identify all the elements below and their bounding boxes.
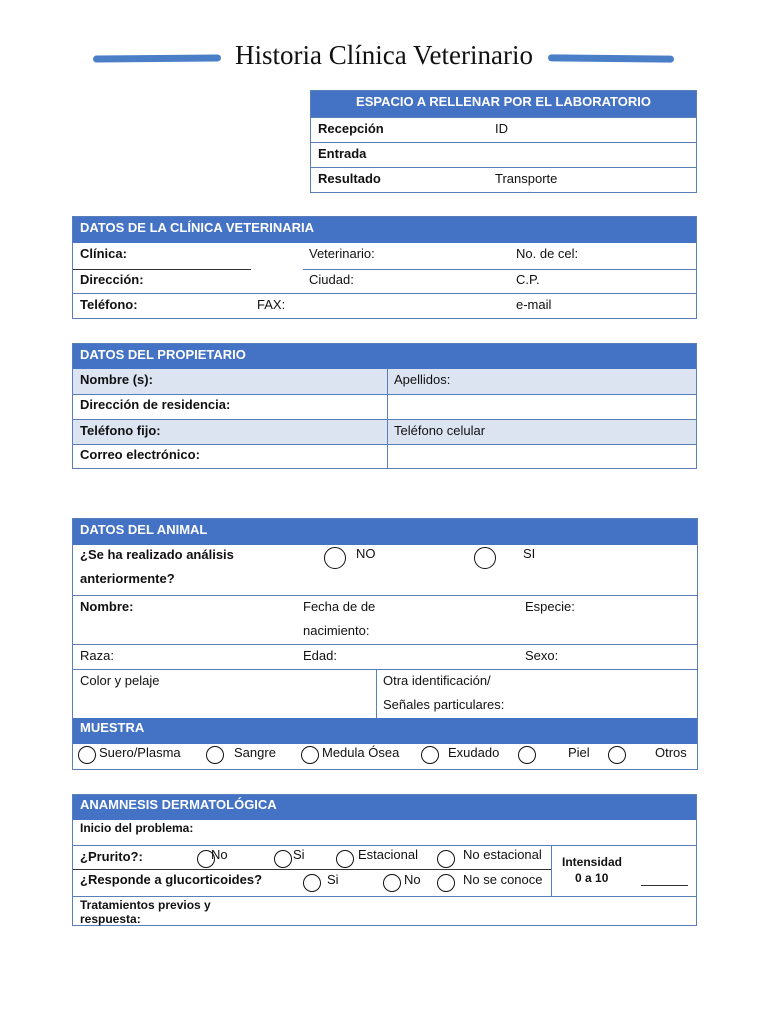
muestra-exudado-label: Exudado bbox=[448, 745, 500, 760]
anamnesis-row-tratamientos bbox=[73, 896, 696, 926]
responde-si-label: Si bbox=[327, 872, 339, 887]
propietario-row-1 bbox=[73, 369, 696, 395]
responde-no-label: No bbox=[404, 872, 421, 887]
propietario-row-4 bbox=[73, 444, 696, 469]
animal-header: DATOS DEL ANIMAL bbox=[73, 519, 697, 545]
animal-row-nombre bbox=[73, 595, 697, 645]
prurito-estacional-radio[interactable] bbox=[336, 850, 354, 868]
telefono-fijo-label: Teléfono fijo: bbox=[80, 423, 161, 438]
especie-label: Especie: bbox=[525, 599, 575, 614]
prurito-si-radio[interactable] bbox=[274, 850, 292, 868]
fecha-label-1: Fecha de de bbox=[303, 599, 376, 614]
responde-si-radio[interactable] bbox=[303, 874, 321, 892]
telefono-celular-label: Teléfono celular bbox=[394, 423, 486, 438]
muestra-header: MUESTRA bbox=[73, 718, 697, 744]
otra-label-2: Señales particulares: bbox=[383, 697, 505, 712]
otra-label-1: Otra identificación/ bbox=[383, 673, 491, 688]
direccion-residencia-label: Dirección de residencia: bbox=[80, 397, 231, 412]
animal-row-analisis bbox=[73, 545, 697, 596]
clinica-label: Clínica: bbox=[80, 246, 127, 261]
raza-label: Raza: bbox=[80, 648, 114, 663]
fecha-label-2: nacimiento: bbox=[303, 623, 370, 638]
veterinario-label: Veterinario: bbox=[309, 246, 375, 261]
muestra-medula-radio[interactable] bbox=[301, 746, 319, 764]
estacional-label: Estacional bbox=[358, 847, 418, 862]
muestra-exudado-radio[interactable] bbox=[421, 746, 439, 764]
telefono-label: Teléfono: bbox=[80, 297, 138, 312]
responde-label: ¿Responde a glucorticoides? bbox=[80, 872, 263, 887]
tratamientos-label-1: Tratamientos previos y bbox=[80, 898, 211, 912]
propietario-row-2 bbox=[73, 394, 696, 420]
prurito-si-label: Si bbox=[293, 847, 305, 862]
analisis-label-2: anteriormente? bbox=[80, 571, 175, 586]
muestra-sangre-label: Sangre bbox=[234, 745, 276, 760]
email-label: e-mail bbox=[516, 297, 552, 312]
intensidad-blank[interactable] bbox=[641, 885, 688, 886]
prurito-label: ¿Prurito?: bbox=[80, 849, 143, 864]
analisis-no-radio[interactable] bbox=[324, 547, 346, 569]
transporte-label: Transporte bbox=[495, 171, 558, 186]
lab-row-recepcion bbox=[311, 117, 696, 143]
muestra-medula-label: Medula Ósea bbox=[322, 745, 400, 760]
prurito-no-label: No bbox=[211, 847, 228, 862]
inicio-label: Inicio del problema: bbox=[80, 821, 194, 835]
intensidad-label: Intensidad bbox=[562, 855, 623, 869]
lab-row-entrada bbox=[311, 142, 696, 168]
sexo-label: Sexo: bbox=[525, 648, 559, 663]
lab-table bbox=[310, 90, 697, 193]
ciudad-label: Ciudad: bbox=[309, 272, 354, 287]
animal-row-raza bbox=[73, 644, 697, 670]
responde-no-radio[interactable] bbox=[383, 874, 401, 892]
responde-no-se-conoce-radio[interactable] bbox=[437, 874, 455, 892]
no-estacional-label: No estacional bbox=[463, 847, 542, 862]
lab-row-resultado bbox=[311, 167, 696, 193]
clinica-row-1 bbox=[73, 243, 696, 269]
correo-label: Correo electrónico: bbox=[80, 447, 200, 462]
fax-label: FAX: bbox=[257, 297, 286, 312]
recepcion-label: Recepción bbox=[318, 121, 384, 136]
resultado-label: Resultado bbox=[318, 171, 381, 186]
clinica-table bbox=[72, 216, 697, 319]
color-label: Color y pelaje bbox=[80, 673, 160, 688]
propietario-row-3 bbox=[73, 419, 696, 445]
muestra-row bbox=[73, 744, 697, 770]
propietario-table bbox=[72, 343, 697, 469]
lab-header: ESPACIO A RELLENAR POR EL LABORATORIO bbox=[311, 91, 696, 117]
animal-nombre-label: Nombre: bbox=[80, 599, 134, 614]
analisis-label-1: ¿Se ha realizado análisis bbox=[80, 547, 234, 562]
muestra-piel-radio[interactable] bbox=[518, 746, 536, 764]
entrada-label: Entrada bbox=[318, 146, 367, 161]
page-title: Historia Clínica Veterinario bbox=[235, 40, 533, 70]
analisis-no-label: NO bbox=[356, 546, 376, 561]
anamnesis-row-inicio bbox=[73, 820, 696, 846]
clinica-row-2 bbox=[73, 269, 696, 294]
propietario-divider bbox=[387, 369, 388, 468]
apellidos-label: Apellidos: bbox=[394, 372, 451, 387]
anamnesis-table bbox=[72, 794, 697, 926]
prurito-underline bbox=[73, 869, 551, 870]
anamnesis-rows-prurito bbox=[73, 845, 696, 897]
muestra-sangre-radio[interactable] bbox=[206, 746, 224, 764]
edad-label: Edad: bbox=[303, 648, 337, 663]
cp-label: C.P. bbox=[516, 272, 540, 287]
muestra-suero-radio[interactable] bbox=[78, 746, 96, 764]
analisis-si-radio[interactable] bbox=[474, 547, 496, 569]
escala-label: 0 a 10 bbox=[575, 871, 609, 885]
prurito-no-estacional-radio[interactable] bbox=[437, 850, 455, 868]
direccion-label: Dirección: bbox=[80, 272, 144, 287]
anamnesis-header: ANAMNESIS DERMATOLÓGICA bbox=[73, 795, 696, 820]
muestra-otros-radio[interactable] bbox=[608, 746, 626, 764]
propietario-header: DATOS DEL PROPIETARIO bbox=[73, 344, 696, 369]
cel-label: No. de cel: bbox=[516, 246, 579, 261]
nombre-label: Nombre (s): bbox=[80, 372, 153, 387]
tratamientos-label-2: respuesta: bbox=[80, 912, 141, 926]
animal-row-color bbox=[73, 669, 697, 719]
id-label: ID bbox=[495, 121, 508, 136]
intensidad-divider bbox=[551, 846, 552, 897]
clinica-row-3 bbox=[73, 293, 696, 319]
muestra-otros-label: Otros bbox=[655, 745, 687, 760]
animal-table bbox=[72, 518, 698, 770]
no-se-conoce-label: No se conoce bbox=[463, 872, 543, 887]
analisis-si-label: SI bbox=[523, 546, 536, 561]
clinica-header: DATOS DE LA CLÍNICA VETERINARIA bbox=[73, 217, 696, 243]
muestra-suero-label: Suero/Plasma bbox=[99, 745, 181, 760]
muestra-piel-label: Piel bbox=[568, 745, 590, 760]
color-divider bbox=[376, 670, 377, 719]
